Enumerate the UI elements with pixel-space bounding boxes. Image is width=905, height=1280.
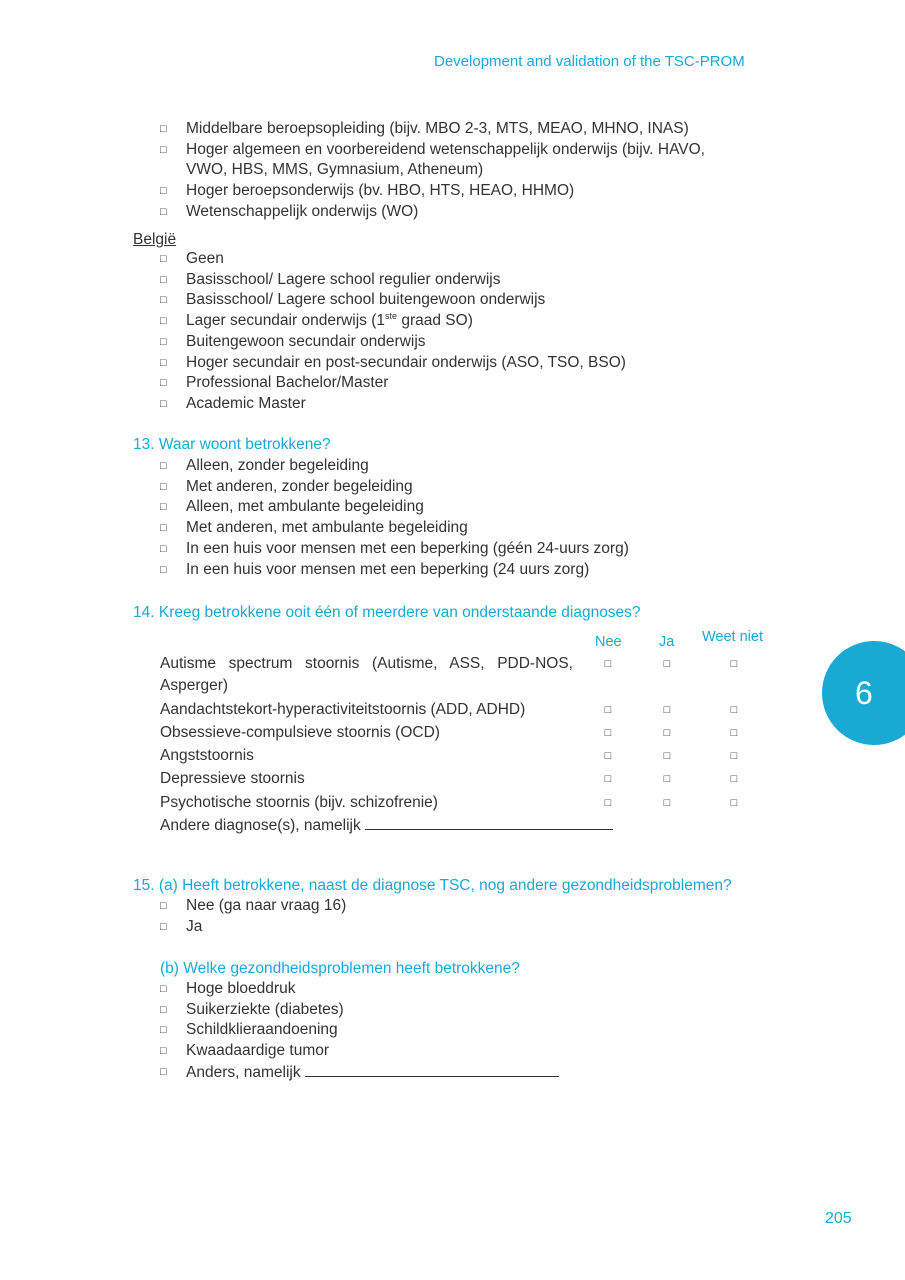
column-header-weet-niet: Weet niet <box>702 629 763 645</box>
list-item[interactable]: □ Basisschool/ Lagere school regulier onderwijs <box>160 270 626 291</box>
list-item[interactable]: □ Alleen, zonder begeleiding <box>160 456 629 477</box>
checkbox-icon[interactable]: □ <box>604 750 612 762</box>
list-item[interactable]: □ Middelbare beroepsopleiding (bijv. MBO 2-3, MTS, MEAO, MHNO, INAS) <box>160 119 705 140</box>
country-heading-belgie: België <box>133 231 177 248</box>
q15b-options <box>160 979 559 1084</box>
list-item[interactable]: □ In een huis voor mensen met een beperking (géén 24-uurs zorg) <box>160 539 629 560</box>
list-item[interactable]: □ Basisschool/ Lagere school buitengewoon onderwijs <box>160 290 626 311</box>
checkbox-icon[interactable]: □ <box>604 727 612 739</box>
list-item[interactable]: □ Buitengewoon secundair onderwijs <box>160 332 626 353</box>
checkbox-icon[interactable]: □ <box>663 773 671 785</box>
list-item[interactable]: □ Hoger beroepsonderwijs (bv. HBO, HTS, HEAO, HHMO) <box>160 181 705 202</box>
checkbox-icon[interactable]: □ <box>160 983 167 995</box>
other-diagnosis-row: Andere diagnose(s), namelijk <box>160 815 613 837</box>
list-item[interactable]: □ Ja <box>160 917 346 938</box>
checkbox-icon[interactable]: □ <box>160 1024 167 1037</box>
diagnosis-row-label: Aandachtstekort-hyperactiviteitstoornis (ADD, ADHD) <box>160 701 526 718</box>
diagnosis-row-label: Autisme spectrum stoornis (Autisme, ASS, PDD-NOS, Asperger) <box>160 655 573 694</box>
checkbox-icon[interactable]: □ <box>160 335 167 348</box>
list-item[interactable]: □ Lager secundair onderwijs (1ste graad SO) <box>160 311 626 332</box>
checkbox-icon[interactable]: □ <box>604 797 612 809</box>
education-nl-list <box>160 119 705 223</box>
checkbox-icon[interactable]: □ <box>663 727 671 739</box>
list-item[interactable]: □ Wetenschappelijk onderwijs (WO) <box>160 202 705 223</box>
checkbox-icon[interactable]: □ <box>604 704 612 716</box>
checkbox-icon[interactable]: □ <box>730 727 738 739</box>
checkbox-icon[interactable]: □ <box>730 704 738 716</box>
checkbox-icon[interactable]: □ <box>160 143 167 156</box>
list-item[interactable]: □ Hoger algemeen en voorbereidend wetenschappelijk onderwijs (bijv. HAVO, VWO, HBS, MMS, Gymnasium, Atheneum) <box>160 140 705 179</box>
other-diagnosis-input-line[interactable] <box>365 815 613 830</box>
page-number: 205 <box>825 1210 852 1227</box>
question-14: 14. Kreeg betrokkene ooit één of meerdere van onderstaande diagnoses? <box>133 604 641 621</box>
checkbox-icon[interactable]: □ <box>160 900 167 912</box>
column-header-nee: Nee <box>595 634 622 650</box>
checkbox-icon[interactable]: □ <box>730 773 738 785</box>
checkbox-icon[interactable]: □ <box>160 123 167 135</box>
checkbox-icon[interactable]: □ <box>160 273 167 286</box>
checkbox-icon[interactable]: □ <box>160 1045 167 1058</box>
checkbox-icon[interactable]: □ <box>604 773 612 785</box>
q15a-options <box>160 896 346 937</box>
checkbox-icon[interactable]: □ <box>160 253 167 265</box>
checkbox-icon[interactable]: □ <box>730 658 738 670</box>
other-problem-input-line[interactable] <box>305 1062 559 1077</box>
checkbox-icon[interactable]: □ <box>663 750 671 762</box>
column-header-ja: Ja <box>659 634 675 650</box>
checkbox-icon[interactable]: □ <box>160 205 167 218</box>
list-item[interactable]: □ Anders, namelijk <box>160 1062 559 1084</box>
checkbox-icon[interactable]: □ <box>160 315 167 328</box>
checkbox-icon[interactable]: □ <box>160 501 167 514</box>
list-item[interactable]: □ Academic Master <box>160 394 626 415</box>
checkbox-icon[interactable]: □ <box>160 185 167 198</box>
checkbox-icon[interactable]: □ <box>160 542 167 555</box>
checkbox-icon[interactable]: □ <box>160 522 167 535</box>
checkbox-icon[interactable]: □ <box>160 920 167 933</box>
list-item[interactable]: □ In een huis voor mensen met een beperking (24 uurs zorg) <box>160 560 629 581</box>
question-13: 13. Waar woont betrokkene? <box>133 436 331 453</box>
running-header: Development and validation of the TSC-PROM <box>434 53 745 70</box>
diagnosis-row-label: Depressieve stoornis <box>160 770 305 787</box>
education-be-list <box>160 249 626 415</box>
checkbox-icon[interactable]: □ <box>160 397 167 410</box>
checkbox-icon[interactable]: □ <box>663 797 671 809</box>
list-item[interactable]: □ Hoge bloeddruk <box>160 979 559 1000</box>
list-item[interactable]: □ Schildklieraandoening <box>160 1020 559 1041</box>
checkbox-icon[interactable]: □ <box>160 480 167 493</box>
list-item[interactable]: □ Hoger secundair en post-secundair onderwijs (ASO, TSO, BSO) <box>160 353 626 374</box>
checkbox-icon[interactable]: □ <box>160 356 167 369</box>
diagnosis-row-label: Psychotische stoornis (bijv. schizofrenie) <box>160 794 438 811</box>
list-item[interactable]: □ Professional Bachelor/Master <box>160 373 626 394</box>
list-item[interactable]: □ Geen <box>160 249 626 270</box>
list-item[interactable]: □ Met anderen, zonder begeleiding <box>160 477 629 498</box>
chapter-tab: 6 <box>822 641 905 745</box>
q13-options <box>160 456 629 580</box>
checkbox-icon[interactable]: □ <box>160 1003 167 1016</box>
diagnosis-row-label: Obsessieve-compulsieve stoornis (OCD) <box>160 724 440 741</box>
diagnosis-row-label: Angststoornis <box>160 747 254 764</box>
checkbox-icon[interactable]: □ <box>160 1065 167 1078</box>
list-item[interactable]: □ Kwaadaardige tumor <box>160 1041 559 1062</box>
checkbox-icon[interactable]: □ <box>604 658 612 670</box>
checkbox-icon[interactable]: □ <box>663 658 671 670</box>
checkbox-icon[interactable]: □ <box>160 460 167 472</box>
checkbox-icon[interactable]: □ <box>730 797 738 809</box>
checkbox-icon[interactable]: □ <box>160 563 167 576</box>
checkbox-icon[interactable]: □ <box>730 750 738 762</box>
question-15a: 15. (a) Heeft betrokkene, naast de diagnose TSC, nog andere gezondheidsproblemen? <box>133 877 732 894</box>
checkbox-icon[interactable]: □ <box>160 294 167 307</box>
list-item[interactable]: □ Met anderen, met ambulante begeleiding <box>160 518 629 539</box>
list-item[interactable]: □ Nee (ga naar vraag 16) <box>160 896 346 917</box>
question-15b: (b) Welke gezondheidsproblemen heeft betrokkene? <box>160 960 520 977</box>
checkbox-icon[interactable]: □ <box>663 704 671 716</box>
list-item[interactable]: □ Alleen, met ambulante begeleiding <box>160 497 629 518</box>
checkbox-icon[interactable]: □ <box>160 377 167 390</box>
list-item[interactable]: □ Suikerziekte (diabetes) <box>160 1000 559 1021</box>
